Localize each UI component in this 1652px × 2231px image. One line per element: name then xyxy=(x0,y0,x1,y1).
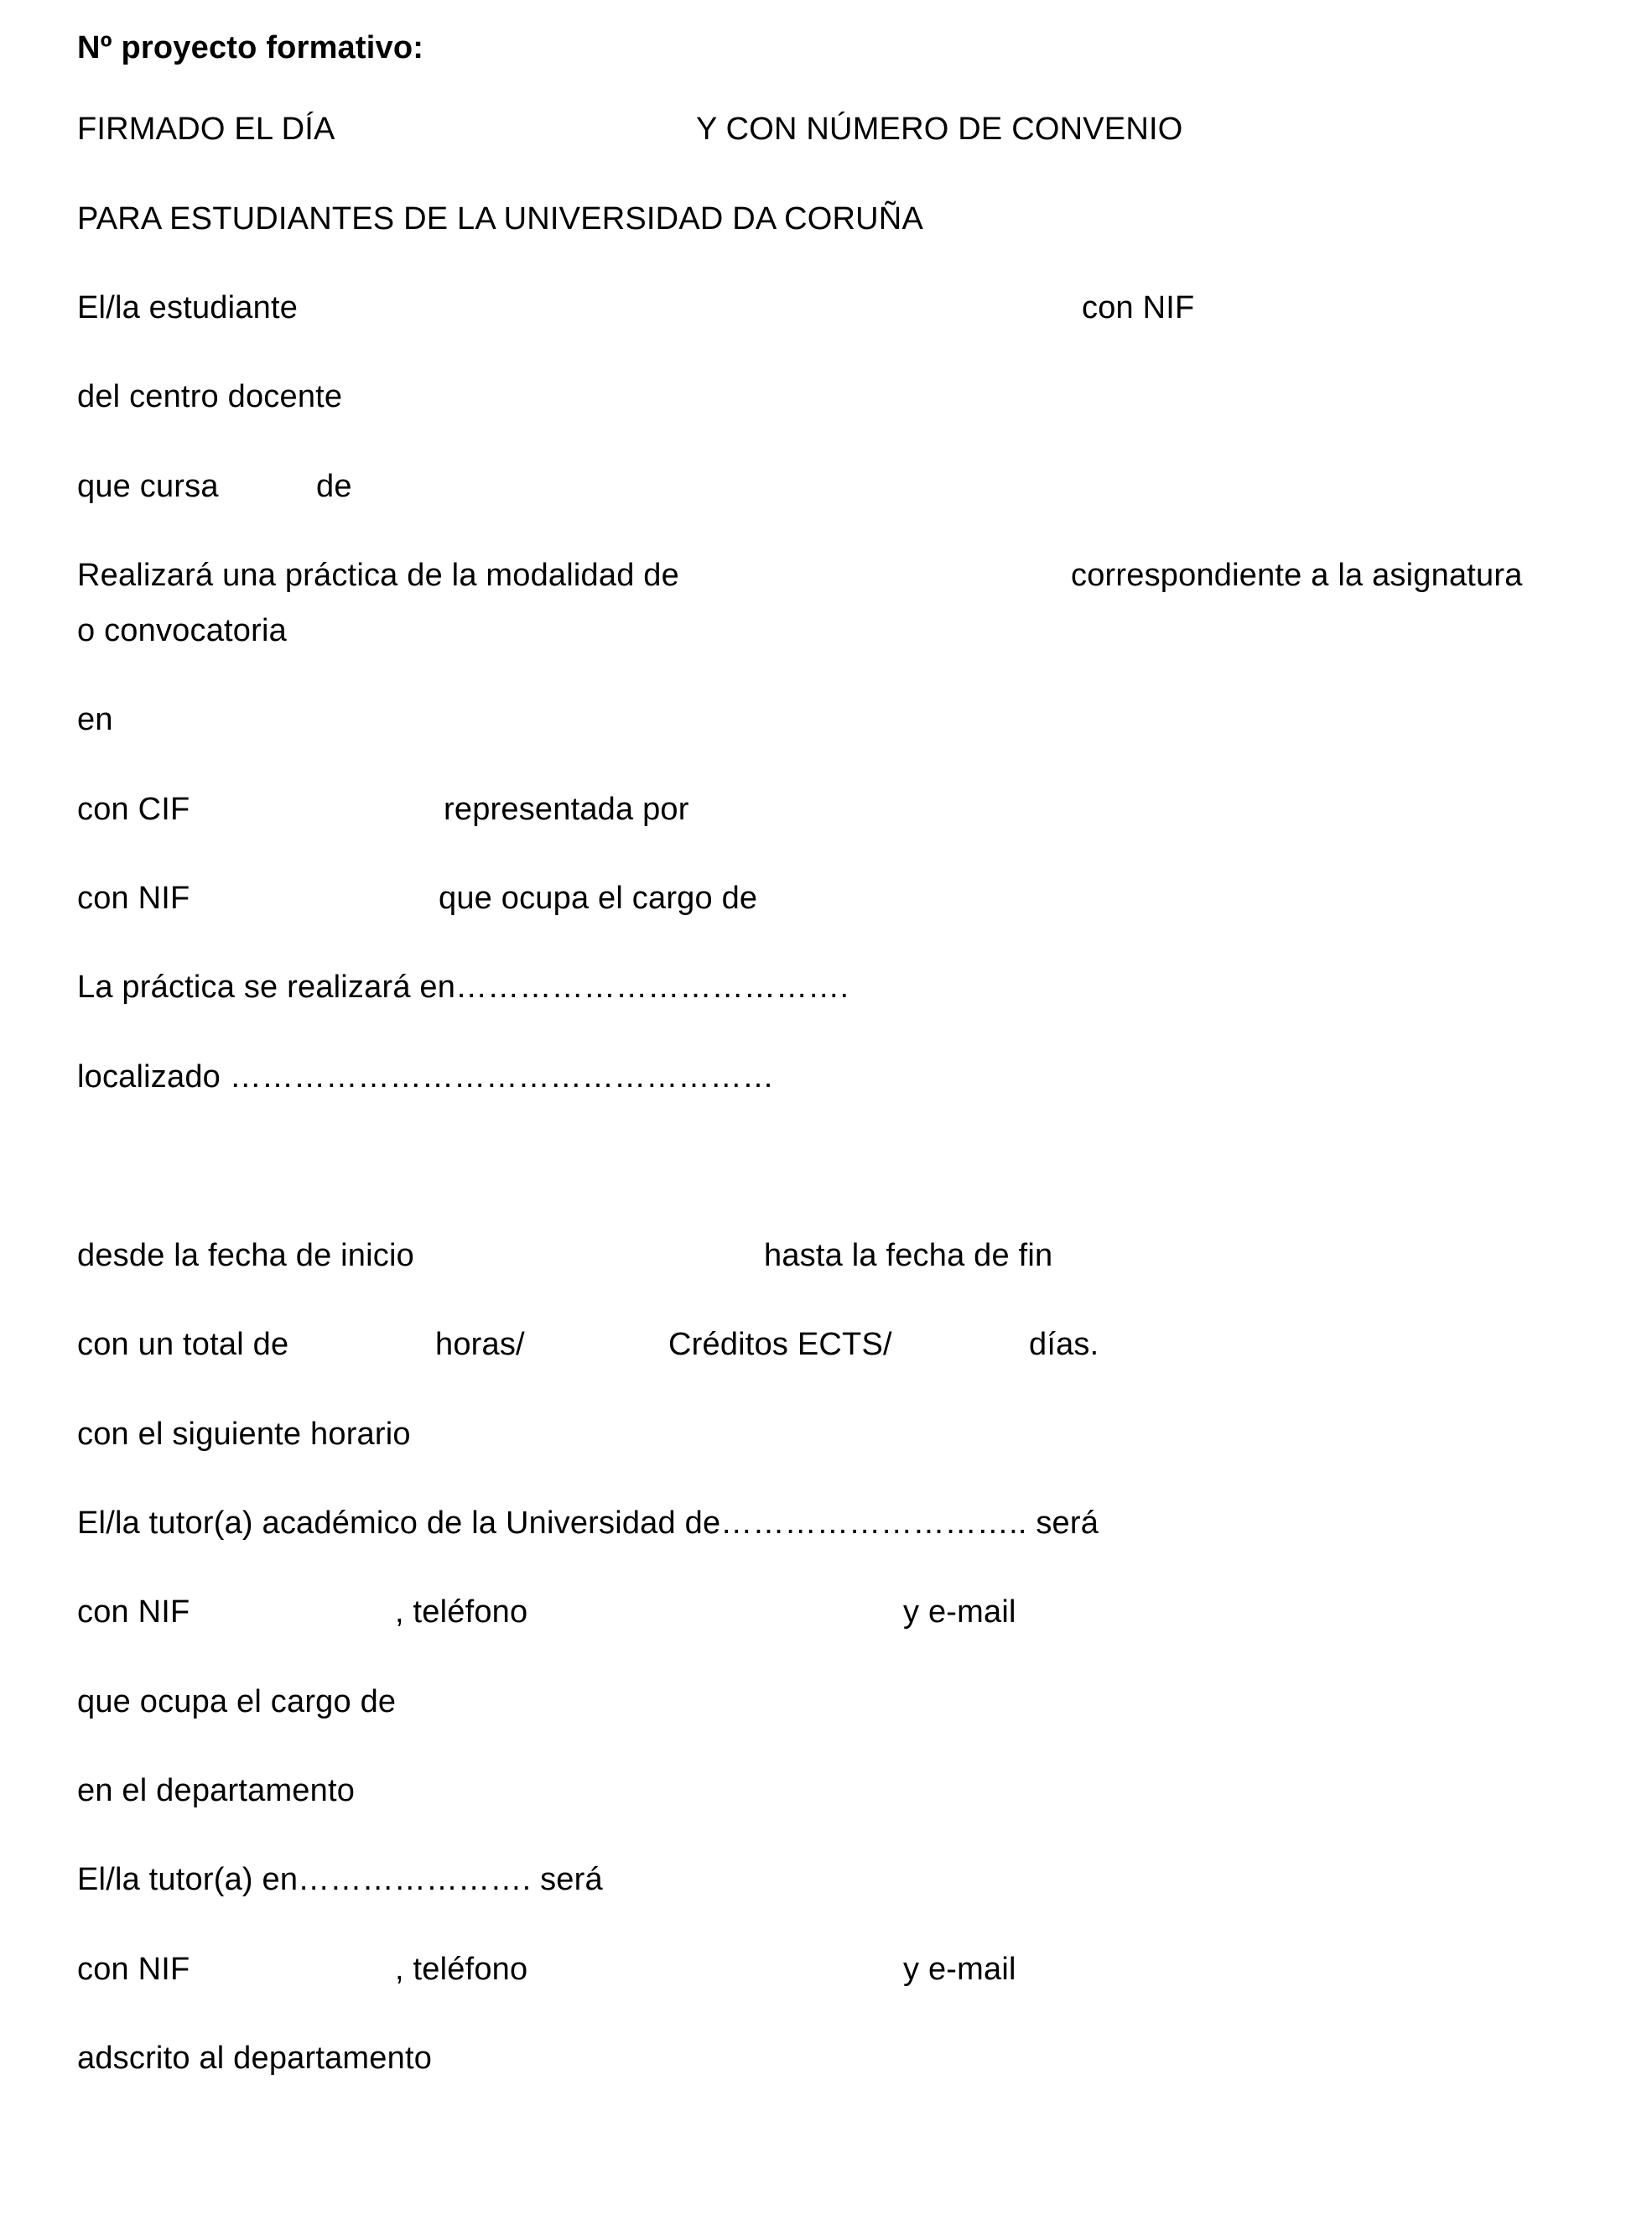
end-date-label: hasta la fecha de fin xyxy=(764,1238,1053,1273)
company-tutor-phone-label: , teléfono xyxy=(395,1952,528,1987)
call-label: o convocatoria xyxy=(77,613,287,648)
internship-place-label: La práctica se realizará en………………………………. xyxy=(77,970,849,1005)
location-label: localizado …………………………………………… xyxy=(77,1059,775,1095)
teaching-center-label: del centro docente xyxy=(77,379,343,414)
academic-tutor-position-label: que ocupa el cargo de xyxy=(77,1684,397,1719)
project-number-heading: Nº proyecto formativo: xyxy=(77,30,424,65)
company-tutor-email-label: y e-mail xyxy=(903,1952,1016,1987)
academic-tutor-email-label: y e-mail xyxy=(903,1594,1016,1630)
in-label: en xyxy=(77,702,113,737)
total-label: con un total de xyxy=(77,1327,289,1362)
course-of-label: de xyxy=(316,469,352,504)
modality-label: Realizará una práctica de la modalidad de xyxy=(77,558,679,593)
hours-label: horas/ xyxy=(435,1327,525,1362)
ects-label: Créditos ECTS/ xyxy=(668,1327,892,1362)
representative-position-label: que ocupa el cargo de xyxy=(439,881,758,916)
academic-tutor-phone-label: , teléfono xyxy=(395,1594,528,1630)
company-cif-label: con CIF xyxy=(77,792,190,827)
company-tutor-nif-label: con NIF xyxy=(77,1952,190,1987)
representative-nif-label: con NIF xyxy=(77,881,190,916)
start-date-label: desde la fecha de inicio xyxy=(77,1238,414,1273)
company-tutor-label: El/la tutor(a) en…………………. será xyxy=(77,1862,603,1897)
university-line: PARA ESTUDIANTES DE LA UNIVERSIDAD DA CORUÑA xyxy=(77,201,923,237)
academic-tutor-label: El/la tutor(a) académico de la Universidad de……………………….. será xyxy=(77,1506,1099,1541)
represented-by-label: representada por xyxy=(444,792,689,827)
subject-label: correspondiente a la asignatura xyxy=(1071,558,1523,593)
course-label: que cursa xyxy=(77,469,219,504)
student-label: El/la estudiante xyxy=(77,290,299,325)
signed-date-label: FIRMADO EL DÍA xyxy=(77,112,335,147)
schedule-label: con el siguiente horario xyxy=(77,1417,411,1452)
department-label: en el departamento xyxy=(77,1773,356,1808)
days-label: días. xyxy=(1029,1327,1099,1362)
assigned-department-label: adscrito al departamento xyxy=(77,2041,433,2076)
student-nif-label: con NIF xyxy=(1082,290,1195,325)
agreement-number-label: Y CON NÚMERO DE CONVENIO xyxy=(696,112,1183,147)
academic-tutor-nif-label: con NIF xyxy=(77,1594,190,1630)
